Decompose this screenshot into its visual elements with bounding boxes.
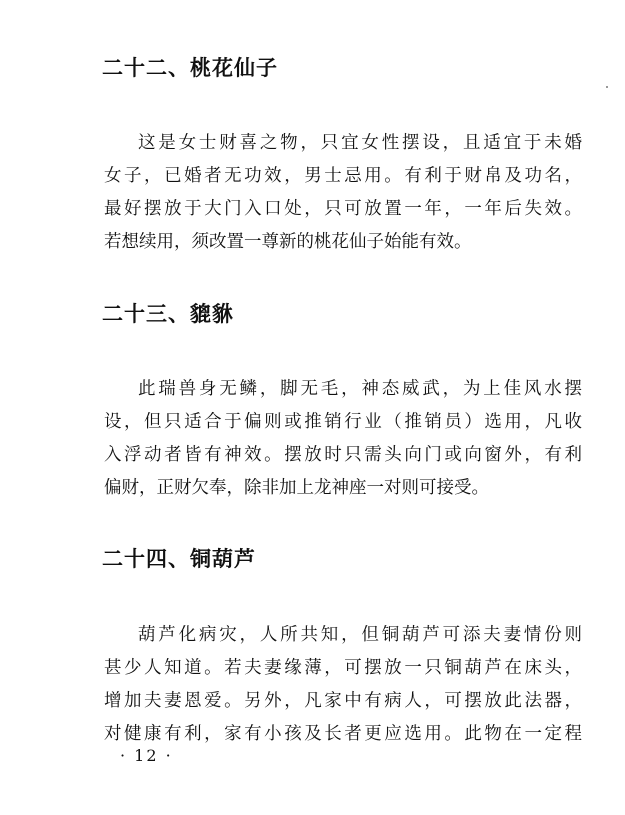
section-heading-23: 二十三、貔貅 — [102, 302, 234, 326]
paragraph-line: 入浮动者皆有神效。摆放时只需头向门或向窗外，有利 — [104, 445, 582, 465]
paragraph-line: 偏财，正财欠奉，除非加上龙神座一对则可接受。 — [104, 478, 489, 498]
paragraph-line: 这是女士财喜之物，只宜女性摆设，且适宜于未婚 — [138, 133, 582, 153]
section-paragraph-24 — [104, 619, 582, 751]
paragraph-line: 甚少人知道。若夫妻缘薄，可摆放一只铜葫芦在床头， — [104, 658, 582, 678]
paragraph-line: 葫芦化病灾，人所共知，但铜葫芦可添夫妻情份则 — [138, 625, 582, 645]
section-paragraph-22 — [104, 127, 582, 259]
paragraph-line: 对健康有利，家有小孩及长者更应选用。此物在一定程 — [104, 724, 582, 744]
paragraph-line: 最好摆放于大门入口处，只可放置一年，一年后失效。 — [104, 199, 582, 219]
section-heading-22: 二十二、桃花仙子 — [102, 56, 278, 80]
section-heading-24: 二十四、铜葫芦 — [102, 547, 256, 571]
paragraph-line: 女子，已婚者无功效，男士忌用。有利于财帛及功名， — [104, 166, 582, 186]
scan-speck — [606, 86, 608, 88]
paragraph-line: 若想续用，须改置一尊新的桃花仙子始能有效。 — [104, 232, 472, 252]
section-paragraph-23 — [104, 373, 582, 505]
paragraph-line: 设，但只适合于偏则或推销行业（推销员）选用，凡收 — [104, 412, 582, 432]
paragraph-line: 此瑞兽身无鳞，脚无毛，神态威武，为上佳风水摆 — [138, 379, 582, 399]
paragraph-line: 增加夫妻恩爱。另外，凡家中有病人，可摆放此法器， — [104, 691, 582, 711]
page-number: · 12 · — [120, 746, 173, 765]
